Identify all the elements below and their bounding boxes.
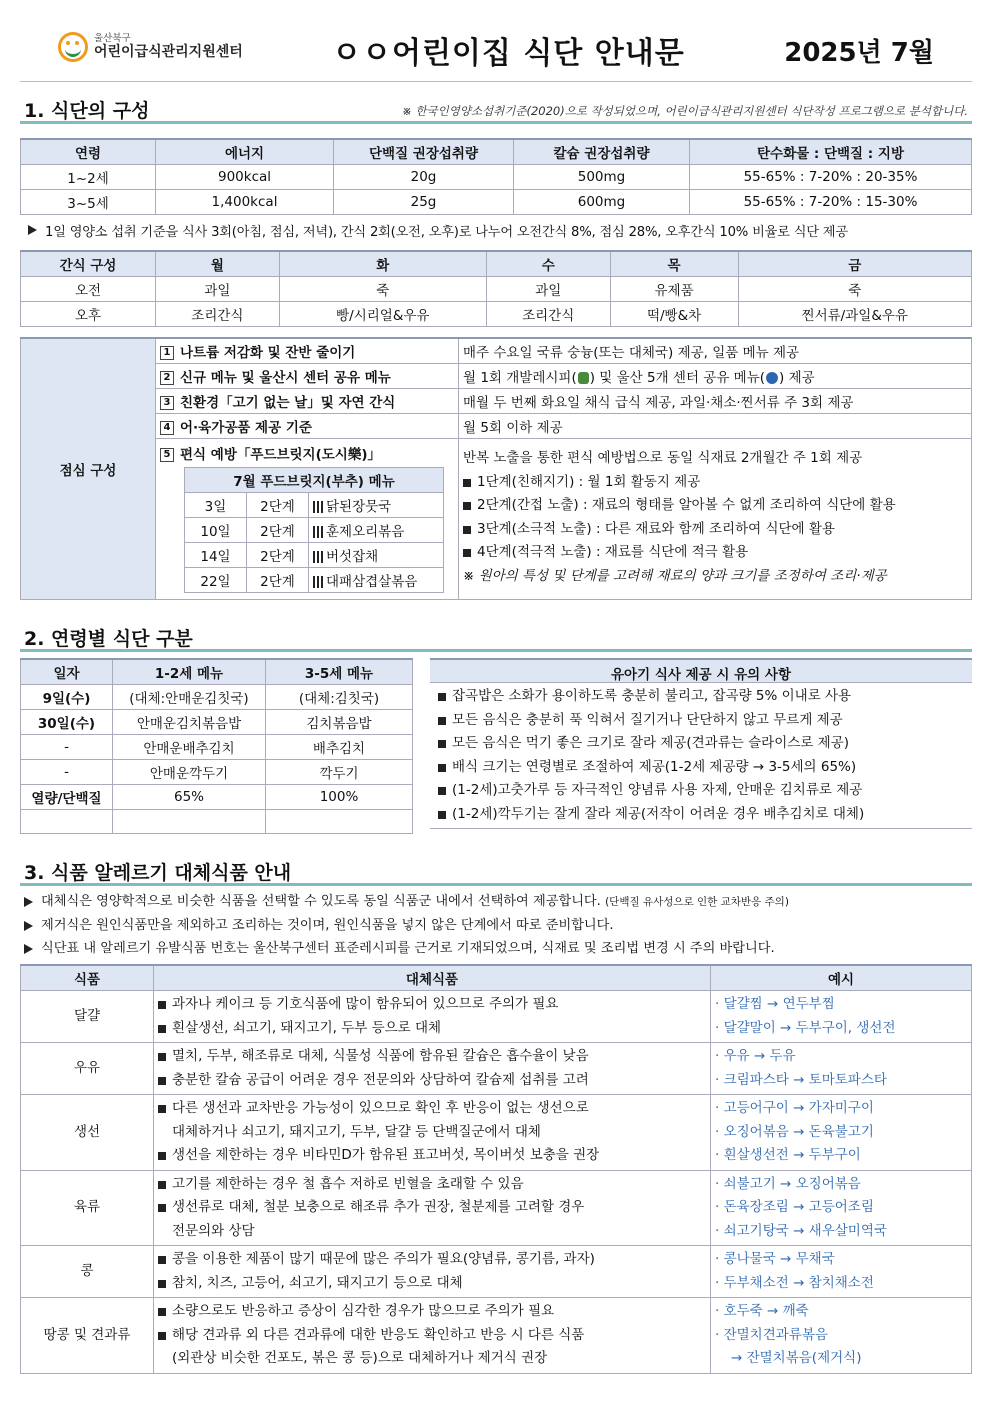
snack-header-wed: 수 — [486, 251, 610, 277]
table-row — [21, 810, 413, 834]
allergy-subs-cell — [154, 1095, 711, 1171]
logo-center-name: 어린이급식관리지원센터 — [94, 43, 243, 60]
subs-text: 해당 견과류 외 다른 견과류에 대한 반응도 확인하고 반응 시 다른 식품 — [172, 1326, 585, 1343]
list-item — [158, 993, 706, 1017]
example-item: · 호두죽 → 깨죽 — [715, 1303, 809, 1319]
lunch-item-desc — [459, 364, 972, 389]
fb-menu-cell — [309, 568, 444, 593]
list-item — [158, 1069, 706, 1093]
nutrition-cell: 20g — [334, 165, 514, 190]
allergy-food: 생선 — [21, 1095, 154, 1171]
utensil-icon — [313, 576, 323, 588]
square-bullet-icon — [463, 549, 471, 557]
age-menu-table — [20, 658, 413, 834]
snack-cell: 유제품 — [610, 277, 738, 302]
list-item — [20, 890, 972, 914]
list-item — [463, 471, 967, 495]
note-text: 모든 음식은 충분히 푹 익혀서 질기거나 단단하지 않고 무르게 제공 — [452, 711, 843, 728]
square-bullet-icon — [158, 1308, 166, 1316]
nutrition-cell: 1,400kcal — [156, 190, 334, 215]
utensil-icon — [313, 501, 323, 513]
snack-cell: 죽 — [279, 277, 486, 302]
example-item: → 잔멸치볶음(제거식) — [731, 1350, 862, 1366]
nutrition-cell: 500mg — [514, 165, 690, 190]
foodbridge-table — [184, 467, 444, 593]
age-date: - — [21, 735, 113, 760]
snack-cell: 죽 — [738, 277, 971, 302]
section-1-note: ※ 한국인영양소섭취기준(2020)으로 작성되었으며, 어린이급식관리지원센터 식단작성 프로그램으로 분석합니다. — [402, 104, 968, 118]
square-bullet-icon — [158, 1256, 166, 1264]
table-row — [185, 568, 444, 593]
lunch-item-title: 신규 메뉴 및 울산시 센터 공유 메뉴 — [180, 370, 391, 386]
age-cell: 안매운배추김치 — [113, 735, 266, 760]
age-menu-area — [20, 658, 972, 834]
share-icon — [766, 372, 778, 384]
snack-cell: 과일 — [486, 277, 610, 302]
nutrition-cell: 3~5세 — [21, 190, 156, 215]
stage-note: ※ 원아의 특성 및 단계를 고려해 재료의 양과 크기를 조정하여 조리·제공 — [463, 567, 887, 584]
snack-cell: 오후 — [21, 302, 156, 327]
fb-menu: 대패삼겹살볶음 — [326, 574, 418, 590]
list-item — [20, 937, 972, 960]
list-item — [158, 1196, 706, 1220]
intro-text: 제거식은 원인식품만을 제외하고 조리하는 것이며, 원인식품을 넣지 않은 단계에서 따로 준비합니다. — [41, 918, 614, 933]
list-item — [158, 1300, 706, 1324]
note-text: 잡곡밥은 소화가 용이하도록 충분히 불리고, 잡곡량 5% 이내로 사용 — [452, 688, 852, 704]
stage-text: 1단계(친해지기) : 월 1회 활동지 제공 — [477, 473, 701, 490]
square-bullet-icon — [438, 811, 446, 819]
section-2-heading — [20, 622, 972, 652]
table-row — [21, 1246, 972, 1298]
table-row — [21, 735, 413, 760]
lunch-item-1 — [156, 338, 459, 364]
allergy-subs-cell — [154, 1246, 711, 1298]
example-item: · 쇠불고기 → 오징어볶음 — [715, 1175, 861, 1192]
example-item: · 달걀찜 → 연두부찜 — [715, 996, 835, 1012]
list-item — [463, 541, 967, 565]
fb-day: 10일 — [185, 518, 247, 543]
nutrition-cell: 1~2세 — [21, 165, 156, 190]
subs-text: 멸치, 두부, 해조류로 대체, 식물성 식품에 함유된 칼슘은 흡수율이 낮음 — [172, 1048, 589, 1064]
square-bullet-icon — [158, 1332, 166, 1340]
triangle-bullet-icon — [24, 897, 33, 907]
allergy-food: 달걀 — [21, 991, 154, 1043]
age-date: 9일(수) — [21, 685, 113, 710]
nutrition-cell: 55-65% : 7-20% : 15-30% — [690, 190, 972, 215]
table-row — [21, 302, 972, 327]
age-header-35: 3-5세 메뉴 — [266, 659, 413, 685]
fb-menu-cell — [309, 518, 444, 543]
allergy-food: 땅콩 및 견과류 — [21, 1298, 154, 1374]
lunch-item-title: 친환경「고기 없는 날」및 자연 간식 — [180, 395, 396, 411]
allergy-header-example: 예시 — [711, 965, 972, 991]
fb-day: 14일 — [185, 543, 247, 568]
lunch-item-2 — [156, 364, 459, 389]
square-bullet-icon — [158, 1280, 166, 1288]
allergy-example-cell — [711, 1246, 972, 1298]
stage-text: 3단계(소극적 노출) : 다른 재료와 함께 조리하여 식단에 활용 — [477, 520, 835, 537]
subs-text: 고기를 제한하는 경우 철 흡수 저하로 빈혈을 초래할 수 있음 — [172, 1175, 524, 1192]
nutrition-header-ratio: 탄수화물 : 단백질 : 지방 — [690, 139, 972, 165]
table-row — [21, 685, 413, 710]
subs-text: (외관상 비슷한 건포도, 볶은 콩 등)으로 대체하거나 제거식 권장 — [172, 1350, 548, 1366]
lunch-item-4 — [156, 414, 459, 439]
square-bullet-icon — [158, 1077, 166, 1085]
snack-header: 간식 구성 — [21, 251, 156, 277]
snack-header-mon: 월 — [156, 251, 280, 277]
allergy-example-cell — [711, 1043, 972, 1095]
stage-text: 4단계(적극적 노출) : 재료를 식단에 적극 활용 — [477, 544, 749, 560]
lunch-item-desc: 월 5회 이하 제공 — [459, 414, 972, 439]
allergy-header-food: 식품 — [21, 965, 154, 991]
example-item: · 쇠고기탕국 → 새우살미역국 — [715, 1222, 887, 1239]
list-item — [438, 756, 964, 780]
example-item: · 고등어구이 → 가자미구이 — [715, 1100, 874, 1116]
table-row — [21, 760, 413, 785]
feeding-notes-title: 유아기 식사 제공 시 유의 사항 — [430, 658, 972, 683]
subs-text: 다른 생선과 교차반응 가능성이 있으므로 확인 후 반응이 없는 생선으로 — [172, 1100, 589, 1116]
subs-text: 참치, 치즈, 고등어, 쇠고기, 돼지고기 등으로 대체 — [172, 1274, 463, 1291]
age-cell: 안매운깍두기 — [113, 760, 266, 785]
list-item — [438, 685, 964, 709]
example-item: · 오징어볶음 → 돈육불고기 — [715, 1123, 874, 1140]
age-cell — [266, 810, 413, 834]
center-logo — [58, 32, 243, 62]
fb-menu: 닭된장뭇국 — [326, 499, 392, 515]
table-row — [21, 1043, 972, 1095]
list-item — [158, 1045, 706, 1069]
nutrition-header-age: 연령 — [21, 139, 156, 165]
lunch-item-desc: 매주 수요일 국류 숭늉(또는 대체국) 제공, 일품 메뉴 제공 — [459, 338, 972, 364]
age-cell: 깍두기 — [266, 760, 413, 785]
section-2-title: 2. 연령별 식단 구분 — [24, 628, 193, 650]
example-item: · 콩나물국 → 무채국 — [715, 1251, 835, 1267]
section-1-heading — [20, 94, 972, 124]
foodbridge-title: 7월 푸드브릿지(부추) 메뉴 — [185, 468, 444, 493]
document-page — [20, 18, 972, 1374]
intro-text: 식단표 내 알레르기 유발식품 번호는 울산북구센터 표준레시피를 근거로 기재되었으며, 식재료 및 조리법 변경 시 주의 바랍니다. — [41, 941, 775, 956]
lunch-item-desc: 매월 두 번째 화요일 채식 급식 제공, 과일·채소·찐서류 주 3회 제공 — [459, 389, 972, 414]
snack-cell: 떡/빵&차 — [610, 302, 738, 327]
list-item — [158, 1272, 706, 1296]
smile-logo-icon — [58, 32, 88, 62]
item-number: 5 — [160, 448, 174, 462]
triangle-bullet-icon — [28, 225, 37, 235]
snack-cell: 찐서류/과일&우유 — [738, 302, 971, 327]
fb-menu-cell — [309, 543, 444, 568]
square-bullet-icon — [463, 479, 471, 487]
table-row — [21, 710, 413, 735]
allergy-food: 육류 — [21, 1170, 154, 1246]
nutrition-header-protein: 단백질 권장섭취량 — [334, 139, 514, 165]
logo-district: 울산북구 — [94, 33, 131, 45]
subs-text: 충분한 칼슘 공급이 어려운 경우 전문의와 상담하여 칼슘제 섭취를 고려 — [172, 1071, 589, 1088]
nutrition-cell: 55-65% : 7-20% : 20-35% — [690, 165, 972, 190]
allergy-example-cell — [711, 1170, 972, 1246]
square-bullet-icon — [158, 1152, 166, 1160]
list-item — [438, 709, 964, 733]
utensil-icon — [313, 551, 323, 563]
subs-text: 흰살생선, 쇠고기, 돼지고기, 두부 등으로 대체 — [172, 1019, 442, 1036]
stage-text: 2단계(간접 노출) : 재료의 형태를 알아볼 수 없게 조리하여 식단에 활용 — [477, 497, 896, 513]
age-cell: 100% — [266, 785, 413, 810]
section-3-heading — [20, 856, 972, 886]
subs-text: 전문의와 상담 — [172, 1222, 255, 1239]
square-bullet-icon — [158, 1053, 166, 1061]
allergy-food: 우유 — [21, 1043, 154, 1095]
list-item — [158, 1144, 706, 1168]
section-3-title: 3. 식품 알레르기 대체식품 안내 — [24, 862, 292, 884]
age-cell: (대체:김칫국) — [266, 685, 413, 710]
lunch-label: 점심 구성 — [21, 338, 156, 600]
age-date: - — [21, 760, 113, 785]
document-date: 2025년 7월 — [784, 38, 934, 68]
age-cell — [113, 810, 266, 834]
list-item — [158, 1121, 706, 1145]
utensil-icon — [313, 526, 323, 538]
table-row — [21, 165, 972, 190]
example-item: · 크림파스타 → 토마토파스타 — [715, 1071, 887, 1088]
list-item — [463, 518, 967, 542]
age-cell: 김치볶음밥 — [266, 710, 413, 735]
snack-cell: 빵/시리얼&우유 — [279, 302, 486, 327]
foodbridge-desc: 반복 노출을 통한 편식 예방법으로 동일 식재료 2개월간 주 1회 제공 — [463, 450, 863, 466]
snack-header-fri: 금 — [738, 251, 971, 277]
subs-text: 생선을 제한하는 경우 비타민D가 함유된 표고버섯, 목이버섯 보충을 권장 — [172, 1147, 600, 1163]
document-header — [20, 18, 972, 82]
list-item — [158, 1220, 706, 1244]
note-text: 모든 음식은 먹기 좋은 크기로 잘라 제공(견과류는 슬라이스로 제공) — [452, 735, 849, 751]
list-item — [158, 1097, 706, 1121]
desc-part: ) 및 울산 5개 센터 공유 메뉴( — [589, 370, 766, 386]
table-row — [21, 1298, 972, 1374]
snack-header-tue: 화 — [279, 251, 486, 277]
square-bullet-icon — [463, 526, 471, 534]
lunch-table — [20, 337, 972, 600]
list-item — [158, 1324, 706, 1348]
allergy-food: 콩 — [21, 1246, 154, 1298]
square-bullet-icon — [158, 1105, 166, 1113]
fb-day: 3일 — [185, 493, 247, 518]
table-row — [21, 277, 972, 302]
subs-text: 과자나 케이크 등 기호식품에 많이 함유되어 있으므로 주의가 필요 — [172, 996, 559, 1012]
fb-menu-cell — [309, 493, 444, 518]
example-item: · 달걀말이 → 두부구이, 생선전 — [715, 1019, 896, 1036]
desc-part: ) 제공 — [779, 370, 815, 386]
subs-text: 생선류로 대체, 철분 보충으로 해조류 추가 권장, 철분제를 고려할 경우 — [172, 1199, 585, 1215]
list-item — [438, 732, 964, 756]
allergy-subs-cell — [154, 991, 711, 1043]
allergy-subs-cell — [154, 1298, 711, 1374]
daily-intake-note — [20, 215, 972, 246]
feeding-notes — [430, 658, 972, 834]
table-row — [21, 991, 972, 1043]
square-bullet-icon — [438, 693, 446, 701]
snack-cell: 조리간식 — [486, 302, 610, 327]
square-bullet-icon — [158, 1001, 166, 1009]
allergy-example-cell — [711, 1095, 972, 1171]
lunch-item-title: 나트륨 저감화 및 잔반 줄이기 — [180, 345, 356, 361]
note-text: (1-2세)고춧가루 등 자극적인 양념류 사용 자제, 안매운 김치류로 제공 — [452, 782, 863, 798]
table-row — [21, 190, 972, 215]
fb-menu: 훈제오리볶음 — [326, 524, 405, 540]
list-item — [438, 779, 964, 803]
table-row — [185, 518, 444, 543]
list-item — [438, 803, 964, 827]
table-row — [21, 1170, 972, 1246]
snack-cell: 과일 — [156, 277, 280, 302]
square-bullet-icon — [438, 787, 446, 795]
fb-menu: 버섯잡채 — [326, 549, 379, 565]
document-title: ㅇㅇ어린이집 식단 안내문 — [332, 36, 685, 71]
lunch-item-5 — [156, 439, 459, 600]
square-bullet-icon — [438, 764, 446, 772]
triangle-bullet-icon — [24, 944, 33, 954]
lunch-item-title: 어·육가공품 제공 기준 — [180, 420, 312, 436]
age-header-12: 1-2세 메뉴 — [113, 659, 266, 685]
allergy-example-cell — [711, 991, 972, 1043]
item-number: 4 — [160, 421, 174, 435]
age-date — [21, 810, 113, 834]
list-item — [20, 914, 972, 937]
age-header-date: 일자 — [21, 659, 113, 685]
square-bullet-icon — [158, 1181, 166, 1189]
intro-small-note: (단백질 유사성으로 인한 교차반응 주의) — [605, 896, 789, 908]
nutrition-cell: 900kcal — [156, 165, 334, 190]
allergy-table — [20, 964, 972, 1374]
subs-text: 콩을 이용한 제품이 많기 때문에 많은 주의가 필요(양념류, 콩기름, 과자) — [172, 1251, 595, 1267]
allergy-header-subs: 대체식품 — [154, 965, 711, 991]
square-bullet-icon — [438, 740, 446, 748]
desc-part: 월 1회 개발레시피( — [463, 370, 577, 386]
fb-stage: 2단계 — [247, 543, 309, 568]
table-row — [185, 543, 444, 568]
age-cell: 65% — [113, 785, 266, 810]
list-item — [158, 1347, 706, 1371]
example-item: · 흰살생선전 → 두부구이 — [715, 1147, 861, 1163]
nutrition-cell: 25g — [334, 190, 514, 215]
allergy-subs-cell — [154, 1170, 711, 1246]
lunch-item-3 — [156, 389, 459, 414]
nutrition-header-calcium: 칼슘 권장섭취량 — [514, 139, 690, 165]
table-row — [185, 493, 444, 518]
table-row — [21, 785, 413, 810]
snack-header-thu: 목 — [610, 251, 738, 277]
snack-cell: 조리간식 — [156, 302, 280, 327]
example-item: · 두부채소전 → 참치채소전 — [715, 1274, 874, 1291]
fb-stage: 2단계 — [247, 493, 309, 518]
square-bullet-icon — [158, 1204, 166, 1212]
item-number: 2 — [160, 371, 174, 385]
triangle-bullet-icon — [24, 921, 33, 931]
age-cell: (대체:안매운김칫국) — [113, 685, 266, 710]
note-text: (1-2세)깍두기는 잘게 잘라 제공(저작이 어려운 경우 배추김치로 대체) — [452, 805, 865, 822]
allergy-example-cell — [711, 1298, 972, 1374]
allergy-intro — [20, 886, 972, 964]
section-1-title: 1. 식단의 구성 — [24, 100, 150, 122]
square-bullet-icon — [463, 502, 471, 510]
age-date: 열량/단백질 — [21, 785, 113, 810]
age-cell: 안매운김치볶음밥 — [113, 710, 266, 735]
list-item — [158, 1248, 706, 1272]
snack-cell: 오전 — [21, 277, 156, 302]
example-item: · 돈육장조림 → 고등어조림 — [715, 1199, 874, 1215]
list-item — [463, 494, 967, 518]
item-number: 1 — [160, 346, 174, 360]
age-cell: 배추김치 — [266, 735, 413, 760]
subs-text: 대체하거나 쇠고기, 돼지고기, 두부, 달걀 등 단백질군에서 대체 — [172, 1123, 541, 1140]
nutrition-table — [20, 138, 972, 215]
subs-text: 소량으로도 반응하고 증상이 심각한 경우가 많으므로 주의가 필요 — [172, 1303, 555, 1319]
snack-table — [20, 250, 972, 327]
allergy-subs-cell — [154, 1043, 711, 1095]
recipe-icon — [578, 372, 589, 384]
fb-stage: 2단계 — [247, 518, 309, 543]
example-item: · 우유 → 두유 — [715, 1048, 796, 1064]
table-row — [21, 1095, 972, 1171]
item-number: 3 — [160, 396, 174, 410]
list-item — [158, 1173, 706, 1197]
note-text: 배식 크기는 연령별로 조절하여 제공(1-2세 제공량 → 3-5세의 65%) — [452, 758, 857, 775]
intro-text: 대체식은 영양학적으로 비슷한 식품을 선택할 수 있도록 동일 식품군 내에서 선택하여 제공합니다. — [41, 894, 601, 909]
daily-intake-text: 1일 영양소 섭취 기준을 식사 3회(아침, 점심, 저녁), 간식 2회(오전, 오후)로 나누어 오전간식 8%, 점심 28%, 오후간식 10% 비율로 식단 제공 — [45, 225, 848, 240]
fb-stage: 2단계 — [247, 568, 309, 593]
age-date: 30일(수) — [21, 710, 113, 735]
nutrition-header-energy: 에너지 — [156, 139, 334, 165]
foodbridge-description — [459, 439, 972, 600]
fb-day: 22일 — [185, 568, 247, 593]
lunch-item-title: 편식 예방「푸드브릿지(도시樂)」 — [180, 447, 381, 463]
example-item: · 잔멸치견과류볶음 — [715, 1326, 828, 1343]
square-bullet-icon — [158, 1025, 166, 1033]
list-item — [158, 1017, 706, 1041]
square-bullet-icon — [438, 717, 446, 725]
nutrition-cell: 600mg — [514, 190, 690, 215]
